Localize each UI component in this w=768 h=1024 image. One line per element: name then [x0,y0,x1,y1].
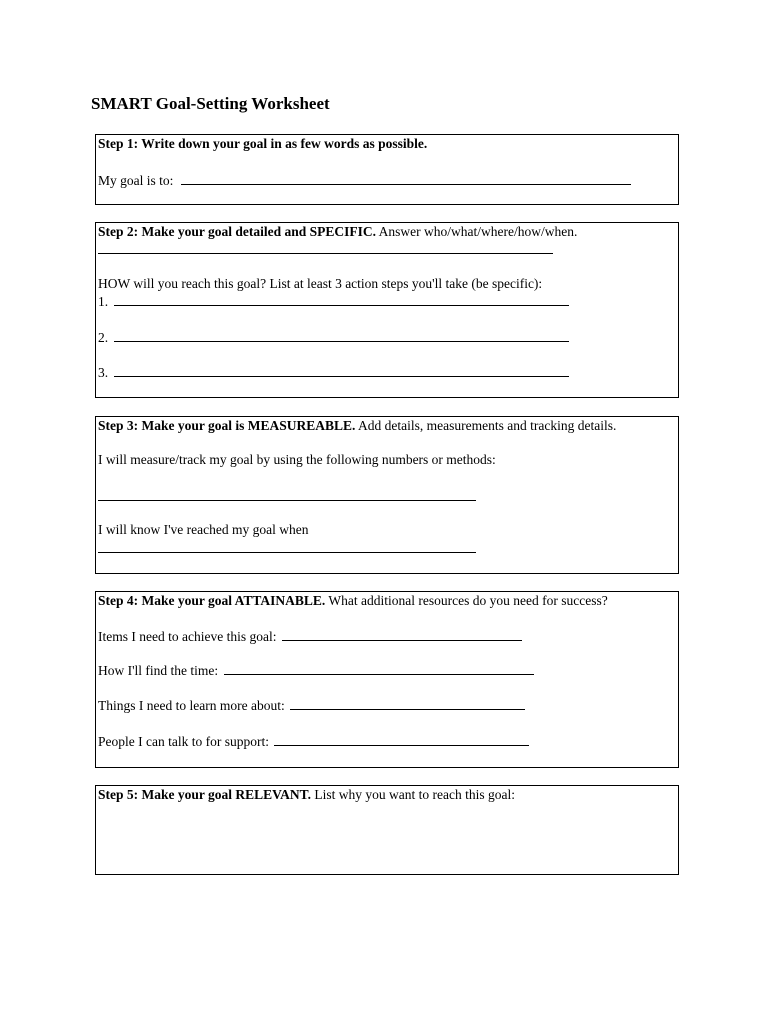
step2-heading: Step 2: Make your goal detailed and SPECIFIC. [98,224,377,239]
action-step-1 [98,293,569,310]
step5-section [95,785,679,875]
step4-prompt: What additional resources do you need for success? [325,593,608,608]
time-line [98,662,534,679]
step4-heading-line [98,593,608,609]
step4-heading: Step 4: Make your goal ATTAINABLE. [98,593,326,608]
learn-label: Things I need to learn more about: [98,698,285,713]
step3-heading: Step 3: Make your goal is MEASUREABLE. [98,418,356,433]
action-step-3-blank[interactable] [114,364,569,377]
step1-section [95,134,679,205]
step3-section [95,416,679,574]
step5-heading: Step 5: Make your goal RELEVANT. [98,787,312,802]
measure-blank[interactable] [98,500,476,501]
action-step-2 [98,329,569,346]
step2-prompt: Answer who/what/where/how/when. [376,224,578,239]
how-prompt: HOW will you reach this goal? List at least 3 action steps you'll take (be specific): [98,276,543,291]
items-blank[interactable] [282,628,522,641]
items-line [98,628,522,645]
relevant-answer-area[interactable] [98,808,676,872]
learn-blank[interactable] [290,697,525,710]
reached-blank[interactable] [98,552,476,553]
action-step-1-blank[interactable] [114,293,569,306]
step2-section [95,222,679,398]
goal-line [98,172,631,189]
page-title: SMART Goal-Setting Worksheet [91,94,330,113]
support-blank[interactable] [274,733,529,746]
action-step-2-blank[interactable] [114,329,569,342]
support-line [98,733,529,750]
action-step-2-number: 2. [98,330,109,345]
measure-prompt: I will measure/track my goal by using the following numbers or methods: [98,452,496,467]
step3-heading-line [98,418,616,434]
step2-heading-line [98,224,577,240]
specific-blank[interactable] [98,253,553,254]
step3-prompt: Add details, measurements and tracking details. [355,418,617,433]
step4-section [95,591,679,768]
step1-heading: Step 1: Write down your goal in as few words as possible. [98,136,428,151]
action-step-1-number: 1. [98,294,109,309]
time-blank[interactable] [224,662,534,675]
step5-prompt: List why you want to reach this goal: [311,787,515,802]
action-step-3-number: 3. [98,365,109,380]
reached-prompt: I will know I've reached my goal when [98,522,309,537]
learn-line [98,697,525,714]
action-step-3 [98,364,569,381]
goal-blank[interactable] [181,172,631,185]
goal-label: My goal is to: [98,173,174,188]
step5-heading-line [98,787,515,803]
support-label: People I can talk to for support: [98,734,269,749]
time-label: How I'll find the time: [98,663,219,678]
items-label: Items I need to achieve this goal: [98,629,277,644]
